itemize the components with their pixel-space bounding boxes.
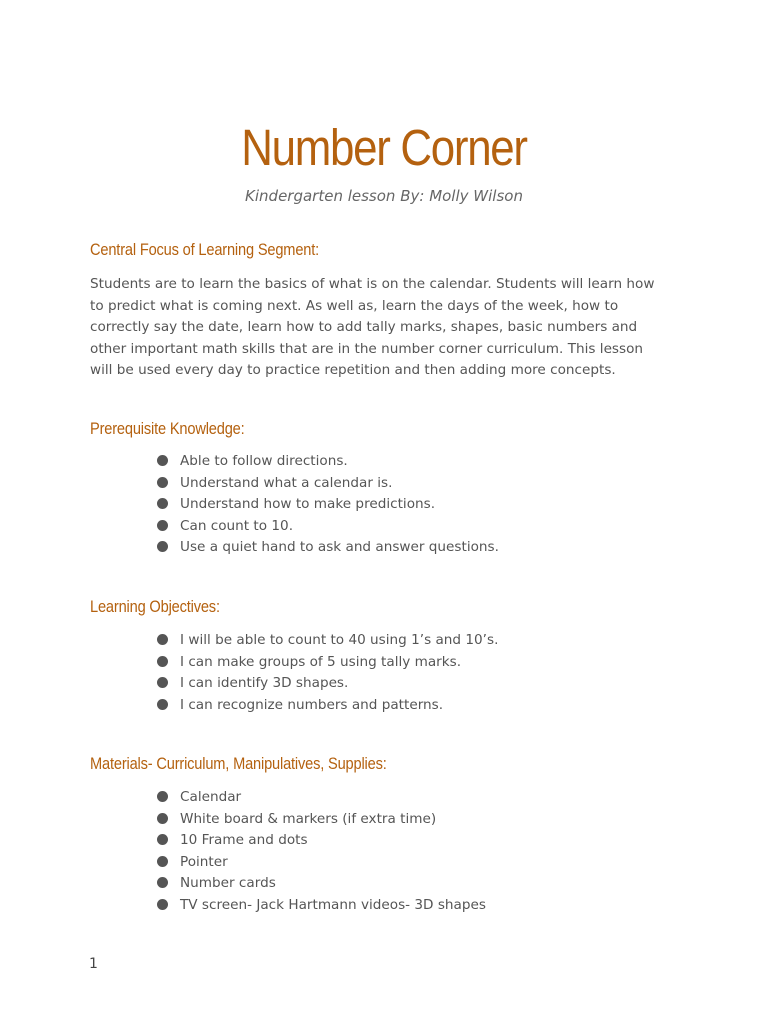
- list-item: [157, 451, 499, 473]
- bullet-icon: [157, 899, 168, 910]
- list-item: [157, 652, 498, 674]
- document-title: Number Corner: [241, 119, 527, 176]
- list-item-text: Calendar: [180, 789, 242, 805]
- bullet-icon: [157, 477, 168, 488]
- bullet-icon: [157, 677, 168, 688]
- bullet-icon: [157, 699, 168, 710]
- list-item-text: I can make groups of 5 using tally marks.: [180, 653, 462, 670]
- list-item-text: I can recognize numbers and patterns.: [180, 696, 444, 713]
- list-item: [157, 473, 499, 495]
- list-item-text: Able to follow directions.: [180, 453, 348, 469]
- paragraph-line: to predict what is coming next. As well as, learn the days of the week, how to: [90, 297, 619, 314]
- list-item: [157, 787, 486, 809]
- list-item-text: Understand how to make predictions.: [180, 496, 436, 512]
- bullet-icon: [157, 856, 168, 867]
- materials-list: [157, 787, 486, 916]
- list-item-text: Understand what a calendar is.: [180, 474, 393, 491]
- page-number: 1: [89, 956, 98, 972]
- list-item-text: White board & markers (if extra time): [180, 810, 437, 827]
- list-item: [157, 852, 486, 874]
- list-item: [157, 830, 486, 852]
- list-item: [157, 630, 498, 652]
- list-item-text: Can count to 10.: [180, 517, 294, 534]
- bullet-icon: [157, 520, 168, 531]
- list-item-text: 10 Frame and dots: [180, 832, 308, 848]
- paragraph-line: correctly say the date, learn how to add tally marks, shapes, basic numbers and: [90, 319, 638, 335]
- list-item: [157, 809, 486, 831]
- central-focus-paragraph: [90, 274, 680, 382]
- list-item: [157, 673, 498, 695]
- bullet-icon: [157, 455, 168, 466]
- list-item-text: TV screen- Jack Hartmann videos- 3D shapes: [180, 896, 486, 913]
- bullet-icon: [157, 791, 168, 802]
- bullet-icon: [157, 877, 168, 888]
- list-item-text: Pointer: [180, 853, 228, 870]
- list-item-text: I will be able to count to 40 using 1’s and 10’s.: [180, 632, 499, 648]
- paragraph-line: other important math skills that are in the number corner curriculum. This lesson: [90, 340, 644, 357]
- paragraph-line: will be used every day to practice repetition and then adding more concepts.: [90, 362, 616, 378]
- heading-central-focus: Central Focus of Learning Segment:: [90, 240, 320, 259]
- paragraph-line: Students are to learn the basics of what is on the calendar. Students will learn how: [90, 276, 655, 292]
- bullet-icon: [157, 541, 168, 552]
- heading-prerequisite-knowledge: Prerequisite Knowledge:: [90, 419, 245, 438]
- list-item: [157, 873, 486, 895]
- prerequisite-list: [157, 451, 499, 559]
- document-subtitle: Kindergarten lesson By: Molly Wilson: [245, 187, 523, 205]
- list-item-text: Use a quiet hand to ask and answer questions.: [180, 539, 499, 555]
- objectives-list: [157, 630, 498, 716]
- bullet-icon: [157, 813, 168, 824]
- list-item: [157, 695, 498, 717]
- bullet-icon: [157, 834, 168, 845]
- list-item-text: I can identify 3D shapes.: [180, 675, 349, 691]
- list-item: [157, 537, 499, 559]
- list-item: [157, 516, 499, 538]
- bullet-icon: [157, 656, 168, 667]
- heading-learning-objectives: Learning Objectives:: [90, 597, 220, 616]
- bullet-icon: [157, 498, 168, 509]
- list-item-text: Number cards: [180, 875, 276, 891]
- heading-materials: Materials- Curriculum, Manipulatives, Supplies:: [90, 754, 387, 773]
- bullet-icon: [157, 634, 168, 645]
- list-item: [157, 494, 499, 516]
- list-item: [157, 895, 486, 917]
